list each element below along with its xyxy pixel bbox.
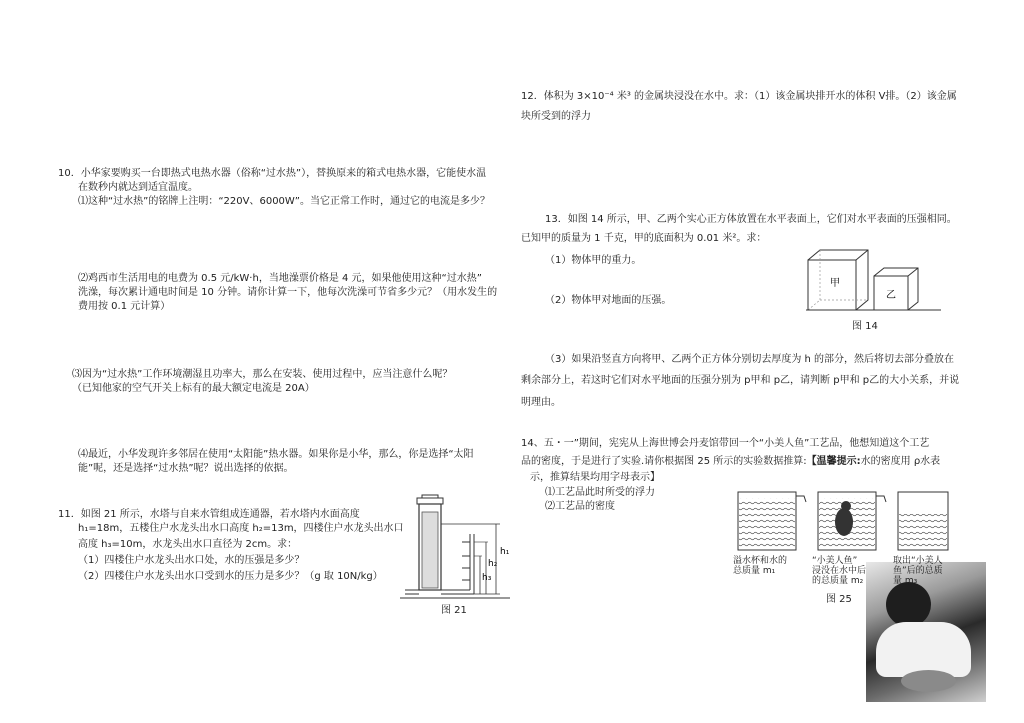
q14-part1: ⑴工艺品此时所受的浮力 <box>545 487 655 498</box>
label-jia: 甲 <box>830 278 840 289</box>
q13-part3-line3: 明理由。 <box>521 397 561 408</box>
q13-part2: （2）物体甲对地面的压强。 <box>545 295 672 306</box>
fig21-caption: 图 21 <box>441 605 467 616</box>
q14-line1: 14、五・一”期间，宪宪从上海世博会丹麦馆带回一个“小美人鱼”工艺品，他想知道这个工艺 <box>521 438 930 449</box>
q14-line2-text: 品的密度，于是进行了实验.请你根据图 25 所示的实验数据推算: <box>521 456 807 467</box>
q13-part3-line2: 剩余部分上，若这时它们对水平地面的压强分别为 p甲和 p乙，请判断 p甲和 p乙的大小关系，并说 <box>521 375 960 386</box>
cup1-label-line2: 总质量 m₁ <box>733 566 776 576</box>
q12-line2: 块所受到的浮力 <box>521 111 591 122</box>
q13-part3-line1: （3）如果沿竖直方向将甲、乙两个正方体分别切去厚度为 h 的部分，然后将切去部分叠放在 <box>545 354 955 365</box>
q10-part2-line2: 洗澡，每次累计通电时间是 10 分钟。请你计算一下，他每次洗澡可节省多少元？（用水发生的 <box>78 287 498 298</box>
q10-part3-line2: （已知他家的空气开关上标有的最大额定电流是 20A） <box>72 383 315 394</box>
mermaid-icon <box>835 508 853 536</box>
q11-line5: （2）四楼住户水龙头出水口受到水的压力是多少？（g 取 10N/kg） <box>78 571 383 582</box>
q11-line3: 高度 h₃=10m，水龙头出水口直径为 2cm。求： <box>78 539 298 550</box>
q11-line1: 11．如图 21 所示，水塔与自来水管组成连通器，若水塔内水面高度 <box>58 509 360 520</box>
q10-part4-line1: ⑷最近，小华发现许多邻居在使用“太阳能”热水器。如果你是小华，那么，你是选择“太阳 <box>78 449 474 460</box>
water-tower-figure <box>400 494 520 604</box>
fig14-caption: 图 14 <box>852 321 878 332</box>
cup2-label-line2: 浸没在水中后 <box>812 566 867 576</box>
q12-line1: 12．体积为 3×10⁻⁴ 米³ 的金属块浸没在水中。求：（1）该金属块排开水的体积 V排。（2）该金属 <box>521 91 957 102</box>
curling-photo <box>866 562 986 702</box>
q11-line2: h₁=18m，五楼住户水龙头出水口高度 h₂=13m，四楼住户水龙头出水口 <box>78 523 404 534</box>
label-yi: 乙 <box>886 290 896 301</box>
q14-tip-label: 【温馨提示: <box>806 456 861 467</box>
q13-part1: （1）物体甲的重力。 <box>545 255 642 266</box>
cup2-label-line3: 的总质量 m₂ <box>812 576 864 586</box>
q10-intro-line2: 在数秒内就达到适宜温度。 <box>78 182 198 193</box>
cup3-label-line2: 鱼”后的总质 <box>893 566 943 576</box>
q10-part1: ⑴这种“过水热”的铭牌上注明：“220V、6000W”。当它正常工作时，通过它的电流是多少？ <box>78 196 490 207</box>
q14-line2 <box>521 454 940 469</box>
cubes-figure <box>806 248 946 318</box>
cup2-label-line1: “小美人鱼” <box>812 556 858 566</box>
label-h2: h₂ <box>488 559 498 569</box>
q10-part4-line2: 能”呢，还是选择“过水热”呢？说出选择的依据。 <box>78 463 294 474</box>
q10-intro-line1: 10．小华家要购买一台即热式电热水器（俗称“过水热”），替换原来的箱式电热水器，它能使水温 <box>58 168 487 179</box>
q14-part2: ⑵工艺品的密度 <box>545 501 615 512</box>
label-h3: h₃ <box>482 573 492 583</box>
label-h1: h₁ <box>500 547 510 557</box>
photo-stone <box>901 670 956 692</box>
q10-part2-line1: ⑵鸡西市生活用电的电费为 0.5 元/kW·h，当地澡票价格是 4 元，如果他使用这种“过水热” <box>78 273 482 284</box>
q14-tip-text: 水的密度用 ρ水表 <box>860 456 941 467</box>
cup3-label-line3: 量 m₃ <box>893 576 918 586</box>
q10-part3-line1: ⑶因为“过水热”工作环境潮湿且功率大，那么在安装、使用过程中，应当注意什么呢？ <box>72 369 453 380</box>
photo-figure-body <box>876 622 971 677</box>
q10-part2-line3: 费用按 0.1 元计算） <box>78 301 171 312</box>
q11-line4: （1）四楼住户水龙头出水口处，水的压强是多少？ <box>78 555 305 566</box>
photo-figure-head <box>886 582 931 627</box>
q13-line1: 13．如图 14 所示，甲、乙两个实心正方体放置在水平表面上，它们对水平表面的压强相同。 <box>545 214 957 225</box>
fig25-caption: 图 25 <box>826 594 852 605</box>
q14-line3: 示，推算结果均用字母表示】 <box>530 472 660 483</box>
cup1-label-line1: 溢水杯和水的 <box>733 556 788 566</box>
cup3-label-line1: 取出“小美人 <box>893 556 943 566</box>
q13-line2: 已知甲的质量为 1 千克，甲的底面积为 0.01 米²。求： <box>521 233 767 244</box>
